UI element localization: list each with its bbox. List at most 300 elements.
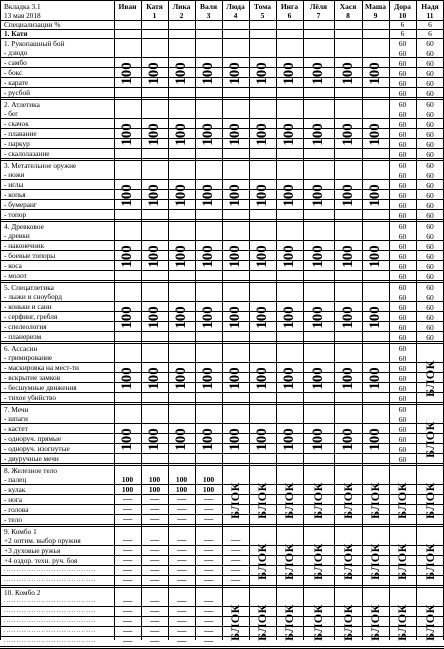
value-text: 100 [173,244,189,268]
section-title: 4. Древковое [4,222,44,231]
section-item: +3 духовые ружья [4,546,61,555]
value-60: 60 [398,49,407,58]
block-text: БЛОК [340,481,355,519]
grid-hline [0,587,444,588]
column-number [114,11,141,20]
dash-value: ----- [149,617,160,625]
dash-value: ----- [176,505,187,513]
section-title: 10. Комбо 2 [4,588,41,597]
value-100: 100 [175,485,188,494]
block-text: БЛОК [422,603,437,641]
value-text: 100 [200,244,216,268]
value-100-rotated [334,291,362,343]
value-text: 100 [227,122,243,146]
value-100-rotated [222,47,249,99]
dash-value: ----- [203,637,214,645]
value-text: 100 [281,244,297,268]
section-item-empty: ..................................... [4,628,97,634]
value-100: 100 [148,475,161,484]
column-number: 11 [426,11,434,20]
grid-hline [0,29,444,30]
block-text: БЛОК [395,603,409,641]
value-60: 60 [398,252,407,261]
value-60: 60 [426,49,434,58]
section-title: 7. Мечи [4,405,29,414]
dash-value: ----- [176,576,187,584]
value-text: 100 [200,305,216,329]
value-text: 100 [146,244,162,268]
value-text: 100 [227,61,243,85]
section-item: - бег [4,109,19,118]
dash-value: ----- [149,515,160,523]
block-label [416,535,444,587]
value-60: 60 [426,191,434,200]
value-text: 100 [119,305,135,329]
block-text: БЛОК [311,481,325,519]
block-text: БЛОК [368,542,382,580]
value-60: 60 [426,333,434,342]
value-text: 100 [200,122,216,146]
value-60: 60 [426,130,434,139]
value-100-rotated [276,108,303,160]
dash-value: ----- [122,546,133,554]
value-100-rotated [276,230,303,282]
value-100-rotated [303,47,334,99]
value-text: 100 [367,427,383,451]
value-100: 100 [202,485,215,494]
value-100-rotated [303,230,334,282]
value-text: 100 [173,122,189,146]
value-text: 100 [281,366,297,390]
value-text: 100 [310,122,326,146]
section-item: - русбой [4,88,31,97]
section-item: - шпаги [4,414,28,423]
block-text: БЛОК [340,603,355,641]
value-60: 60 [398,232,407,241]
block-text: БЛОК [255,481,269,519]
value-60: 60 [426,272,434,281]
block-text: БЛОК [422,420,437,458]
value-100-rotated [141,108,168,160]
value-60: 60 [426,211,434,220]
value-60: 60 [398,140,407,149]
value-100-rotated [303,291,334,343]
block-label [249,474,276,526]
section-item: - спелеология [4,322,47,331]
section-item: - тело [4,515,22,524]
value-100-rotated [141,230,168,282]
block-label [389,535,416,587]
value-text: 100 [281,61,297,85]
value-60: 60 [398,262,407,271]
section-item: - тихое убийство [4,393,57,402]
column-name: Надя [421,2,439,11]
value-100-rotated [141,291,168,343]
value-60: 60 [398,110,407,119]
value-100: 100 [121,475,134,484]
section-item: - плавание [4,129,37,138]
dash-value: ----- [149,607,160,615]
value-text: 100 [119,61,135,85]
value-60: 60 [426,222,434,231]
value-100-rotated [168,230,195,282]
column-name: Инга [280,2,299,11]
value-100-rotated [334,413,362,465]
value-100-rotated [114,230,141,282]
section-item: - иглы [4,180,24,189]
section-item: - боевые топоры [4,251,56,260]
value-text: 100 [119,183,135,207]
column-number: 8 [346,11,350,20]
block-text: БЛОК [340,542,355,580]
block-label [303,535,334,587]
section-title: 8. Железное тело [4,466,57,475]
dash-value: ----- [176,566,187,574]
value-100-rotated [362,230,389,282]
value-60: 60 [426,59,434,68]
value-text: 100 [119,122,135,146]
value-60: 60 [398,201,407,210]
value-60: 60 [398,405,407,414]
column-number: 6 [287,11,292,20]
value-100-rotated [168,47,195,99]
section-item: - коса [4,261,22,270]
value-100-rotated [222,169,249,221]
column-name: Тома [253,2,272,11]
block-label [389,596,416,648]
value-60: 60 [426,262,434,271]
column-number: 4 [233,11,238,20]
section-item: +4 оздор. техн. руч. боя [4,556,78,565]
block-text: БЛОК [368,481,382,519]
value-60: 60 [426,171,434,180]
value-text: 100 [173,183,189,207]
value-100-rotated [195,291,222,343]
block-text: БЛОК [368,603,382,641]
section-item: - двуручные мечи [4,454,59,463]
block-text: БЛОК [395,542,409,580]
block-text: БЛОК [311,603,325,641]
dash-value: ----- [203,515,214,523]
value-text: 100 [367,122,383,146]
value-100-rotated [249,291,276,343]
value-100-rotated [249,108,276,160]
block-label [222,474,249,526]
value-60: 60 [398,242,407,251]
value-100-rotated [195,413,222,465]
value-text: 100 [119,366,135,390]
block-label [249,596,276,648]
dash-value: ----- [122,566,133,574]
block-label [334,596,362,648]
dash-value: ----- [122,617,133,625]
section-item: - скачок [4,119,29,128]
dash-value: ----- [122,576,133,584]
value-100-rotated [114,352,141,404]
block-label [362,596,389,648]
value-text: 100 [339,183,356,207]
value-text: 100 [367,244,383,268]
value-100-rotated [249,352,276,404]
value-text: 100 [254,305,270,329]
value-60: 60 [426,100,434,109]
dash-value: ----- [149,637,160,645]
value-100-rotated [249,413,276,465]
value-100-rotated [276,47,303,99]
value-60: 60 [426,242,434,251]
value-100-rotated [249,169,276,221]
dash-value: ----- [176,495,187,503]
katya-value: 6 [400,29,405,38]
value-text: 100 [173,61,189,85]
value-60: 60 [426,313,434,322]
value-text: 100 [367,366,383,390]
column-name: Лёля [309,2,328,11]
value-text: 100 [200,61,216,85]
value-60: 60 [398,303,407,312]
dash-value: ----- [176,607,187,615]
value-100-rotated [114,169,141,221]
section-item: - коньки и сани [4,302,52,311]
column-name: Хася [339,2,357,11]
dash-value: ----- [149,597,160,605]
column-name: Валя [199,2,218,11]
dash-value: ----- [176,556,187,564]
value-100-rotated [362,352,389,404]
dash-value: ----- [149,566,160,574]
dash-value: ----- [203,505,214,513]
value-60: 60 [398,435,407,444]
block-text: БЛОК [282,481,296,519]
column-number: 2 [179,11,184,20]
value-100-rotated [362,47,389,99]
value-100-rotated [334,108,362,160]
value-60: 60 [398,130,407,139]
block-text: БЛОК [311,542,325,580]
value-100-rotated [195,47,222,99]
dash-value: ----- [149,576,160,584]
value-100-rotated [334,47,362,99]
dash-value: ----- [122,536,133,544]
value-60: 60 [398,39,407,48]
column-number: 3 [206,11,211,20]
value-60: 60 [398,171,407,180]
value-100-rotated [334,169,362,221]
value-60: 60 [398,222,407,231]
value-text: 100 [310,183,326,207]
block-text: БЛОК [395,481,409,519]
katya-value: 6 [428,29,432,38]
dash-value: ----- [176,546,187,554]
block-text: БЛОК [422,481,437,519]
dash-value: ----- [203,627,214,635]
value-text: 100 [146,305,162,329]
dash-value: ----- [122,515,133,523]
block-label [276,474,303,526]
value-text: 100 [173,366,189,390]
section-title: 1. Рукопашный бой [4,39,65,48]
block-label [416,352,444,404]
section-item: - нога [4,495,23,504]
section-item: - древки [4,231,30,240]
dash-value: ----- [122,597,133,605]
spec-value: 6 [400,20,405,29]
grid-hline [0,526,444,527]
section-item-empty: ..................................... [4,598,97,604]
value-60: 60 [426,89,434,98]
value-60: 60 [398,374,407,383]
value-text: 100 [119,244,135,268]
block-label [303,474,334,526]
section-item-empty: ..................................... [4,608,97,614]
column-number: 5 [260,11,265,20]
grid-hline [0,99,444,100]
section-item: - скалолазание [4,149,50,158]
grid-hline [0,282,444,283]
section-item: - бесшумные движения [4,383,77,392]
column-number: 9 [373,11,378,20]
value-60: 60 [398,415,407,424]
spec-label: Специализации % [4,20,61,29]
block-label [249,535,276,587]
value-60: 60 [426,120,434,129]
dash-value: ----- [203,576,214,584]
section-item: - кулак [4,485,26,494]
value-60: 60 [426,140,434,149]
value-100-rotated [168,108,195,160]
section-item: +2 оптим. выбор оружия [4,536,81,545]
section-item: - вскрытие замков [4,373,61,382]
value-text: 100 [254,244,270,268]
block-label [303,596,334,648]
dash-value: ----- [203,597,214,605]
block-text: БЛОК [422,542,437,580]
dash-value: ----- [203,556,214,564]
value-text: 100 [339,244,356,268]
value-60: 60 [398,150,407,159]
section-title: 3. Метательное оружие [4,161,77,170]
section-item: - одноруч. прямые [4,434,62,443]
value-text: 100 [146,427,162,451]
dash-value: ----- [176,597,187,605]
section-item: - лыжи и сноуборд [4,292,62,301]
dash-value: ----- [230,536,241,544]
value-100-rotated [195,169,222,221]
section-item: - наконечник [4,241,45,250]
value-100-rotated [114,108,141,160]
value-text: 100 [200,183,216,207]
block-label [416,413,444,465]
value-60: 60 [426,39,434,48]
section-item: - серфинг, гребля [4,312,58,321]
block-text: БЛОК [422,359,437,397]
value-100-rotated [222,230,249,282]
value-100-rotated [195,352,222,404]
column-number: 1 [152,11,157,20]
block-label [416,596,444,648]
dash-value: ----- [203,536,214,544]
value-text: 100 [367,61,383,85]
section-item-empty: ..................................... [4,638,97,644]
dash-value: ----- [122,505,133,513]
dash-value: ----- [230,576,241,584]
block-label [222,596,249,648]
value-100-rotated [303,352,334,404]
value-100-rotated [141,47,168,99]
grid-hline [0,221,444,222]
value-text: 100 [310,305,326,329]
block-text: БЛОК [228,603,242,641]
value-text: 100 [281,122,297,146]
section-item: - бокс [4,68,23,77]
value-100-rotated [114,291,141,343]
section-item: - самбо [4,58,27,67]
value-60: 60 [398,79,407,88]
value-100-rotated [362,291,389,343]
section-item: - голова [4,505,29,514]
block-label [362,535,389,587]
block-label [276,596,303,648]
dash-value: ----- [149,556,160,564]
value-60: 60 [398,211,407,220]
value-60: 60 [426,303,434,312]
dash-value: ----- [149,546,160,554]
column-name: Лика [172,2,191,11]
section-item: - гримирование [4,353,53,362]
value-100-rotated [362,413,389,465]
value-text: 100 [281,427,297,451]
block-text: БЛОК [255,603,269,641]
value-60: 60 [398,100,407,109]
value-60: 60 [398,344,407,353]
value-text: 100 [310,427,326,451]
grid-hline [0,465,444,466]
block-label [334,474,362,526]
value-60: 60 [398,354,407,363]
column-name: Маша [365,2,386,11]
value-100-rotated [303,169,334,221]
value-60: 60 [398,384,407,393]
dash-value: ----- [203,617,214,625]
value-text: 100 [339,122,356,146]
value-text: 100 [200,427,216,451]
dash-value: ----- [149,495,160,503]
value-60: 60 [426,181,434,190]
section-title: 9. Комбо 1 [4,527,37,536]
value-100-rotated [141,169,168,221]
dash-value: ----- [122,627,133,635]
grid-vline-left [0,0,1,640]
dash-value: ----- [176,617,187,625]
value-text: 100 [227,366,243,390]
dash-value: ----- [203,495,214,503]
value-100-rotated [249,230,276,282]
value-100-rotated [276,413,303,465]
value-100-rotated [141,413,168,465]
dash-value: ----- [203,566,214,574]
column-name: Люда [226,2,245,11]
value-text: 100 [227,183,243,207]
value-text: 100 [173,305,189,329]
section-item: - одноруч. изогнутые [4,444,70,453]
value-text: 100 [310,244,326,268]
grid-hline [0,38,444,39]
value-text: 100 [254,427,270,451]
block-label [416,474,444,526]
section-item-empty: ..................................... [4,577,97,583]
section-item-empty: ..................................... [4,618,97,624]
value-100-rotated [114,413,141,465]
